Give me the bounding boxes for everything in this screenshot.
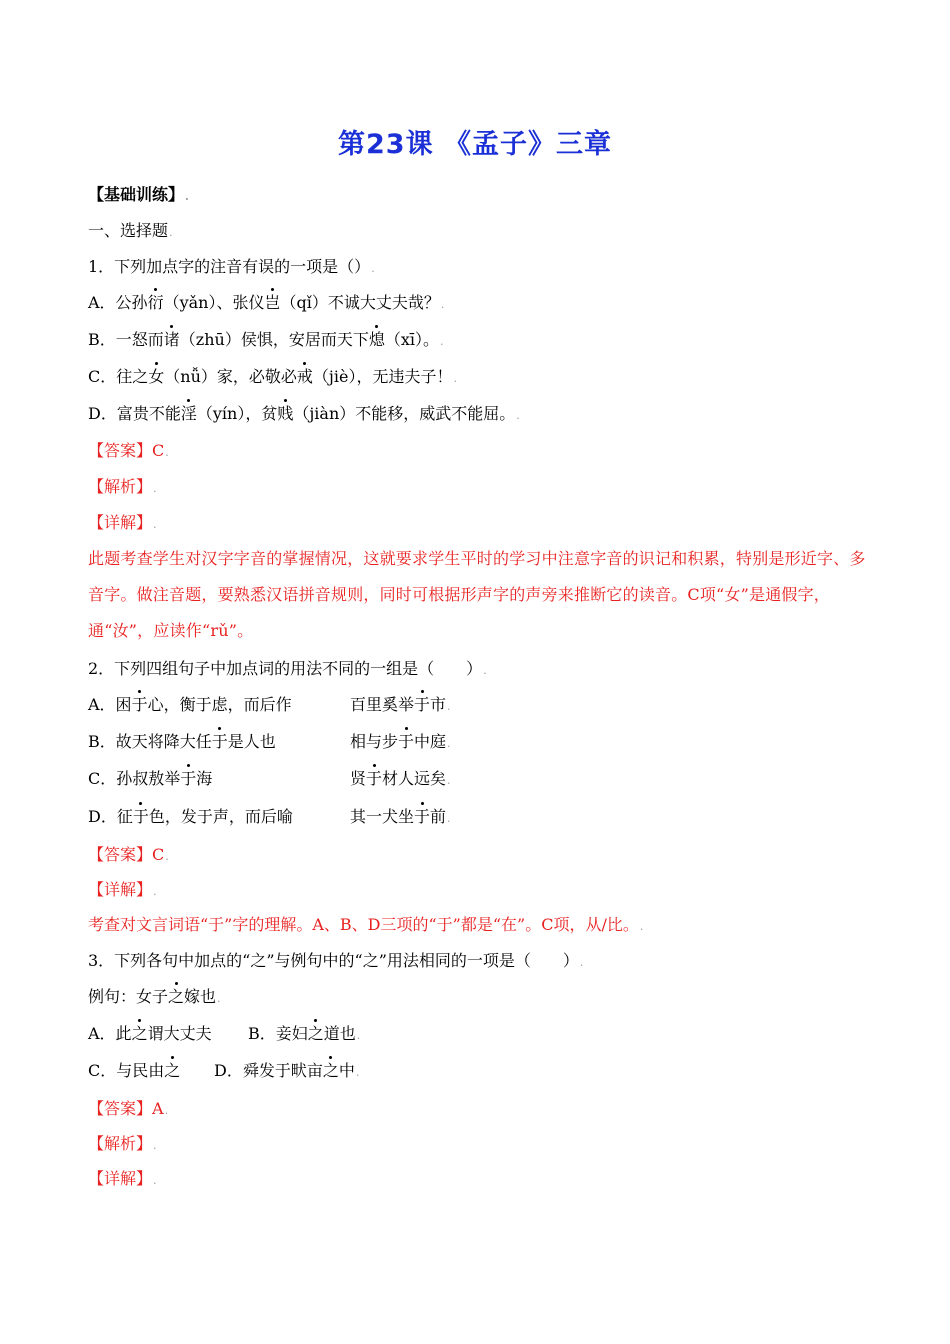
q3-option-a: A．此之谓大丈夫 bbox=[88, 1024, 212, 1043]
q2-stem: 2．下列四组句子中加点词的用法不同的一组是（ ）. bbox=[88, 659, 487, 678]
section-heading: 【基础训练】. bbox=[88, 185, 189, 204]
q3-answer: 【答案】A. bbox=[88, 1099, 169, 1118]
q2-option-c-right: 贤于材人远矣. bbox=[350, 769, 451, 788]
q2-option-b-right: 相与步于中庭. bbox=[350, 732, 451, 751]
q2-option-a-right: 百里奚举于市. bbox=[350, 695, 451, 714]
q3-option-c: C．与民由之 bbox=[88, 1061, 181, 1080]
q3-analysis-label: 【解析】. bbox=[88, 1134, 157, 1153]
q1-option-d: D．富贵不能淫（yín），贫贱（jiàn）不能移，威武不能屈。. bbox=[88, 404, 520, 423]
q2-option-a-left: A．困于心，衡于虑，而后作 bbox=[88, 695, 292, 714]
q2-option-b-left: B．故天将降大任于是人也 bbox=[88, 732, 276, 751]
q1-answer: 【答案】C. bbox=[88, 441, 169, 460]
q3-option-d: D．舜发于畎亩之中. bbox=[214, 1061, 360, 1080]
q2-option-d-left: D．征于色，发于声，而后喻 bbox=[88, 807, 293, 826]
q1-option-b: B．一怒而诸（zhū）侯惧，安居而天下熄（xī）。. bbox=[88, 330, 444, 349]
q3-example: 例句：女子之嫁也. bbox=[88, 987, 221, 1006]
q3-detail-label: 【详解】. bbox=[88, 1169, 157, 1188]
q1-stem: 1．下列加点字的注音有误的一项是（）. bbox=[88, 257, 375, 276]
q2-explanation: 考查对文言词语“于”字的理解。A、B、D三项的“于”都是“在”。C项，从/比。. bbox=[88, 915, 644, 934]
q2-option-c-left: C．孙叔敖举于海 bbox=[88, 769, 213, 788]
q1-explanation: 此题考查学生对汉字字音的掌握情况，这就要求学生平时的学习中注意字音的识记和积累，特别是形近字、多音字。做注音题，要熟悉汉语拼音规则，同时可根据形声字的声旁来推断它的读音。C项“女”是通假字，通“汝”，应读作“rǔ”。 bbox=[88, 549, 866, 640]
q3-stem: 3．下列各句中加点的“之”与例句中的“之”用法相同的一项是（ ）. bbox=[88, 951, 584, 970]
page-title: 第23课 《孟子》三章 bbox=[338, 129, 612, 160]
q1-option-a: A．公孙衍（yǎn）、张仪岂（qǐ）不诚大丈夫哉？. bbox=[88, 293, 445, 312]
q1-detail-label: 【详解】. bbox=[88, 513, 157, 532]
q1-analysis-label: 【解析】. bbox=[88, 477, 157, 496]
q1-option-c: C．往之女（nǚ）家，必敬必戒（jiè），无违夫子！. bbox=[88, 367, 457, 386]
q2-detail-label: 【详解】. bbox=[88, 880, 157, 899]
q2-option-d-right: 其一犬坐于前. bbox=[350, 807, 451, 826]
q2-answer: 【答案】C. bbox=[88, 845, 169, 864]
q3-option-b: B．妾妇之道也. bbox=[248, 1024, 361, 1043]
part-heading: 一、选择题. bbox=[88, 221, 173, 240]
